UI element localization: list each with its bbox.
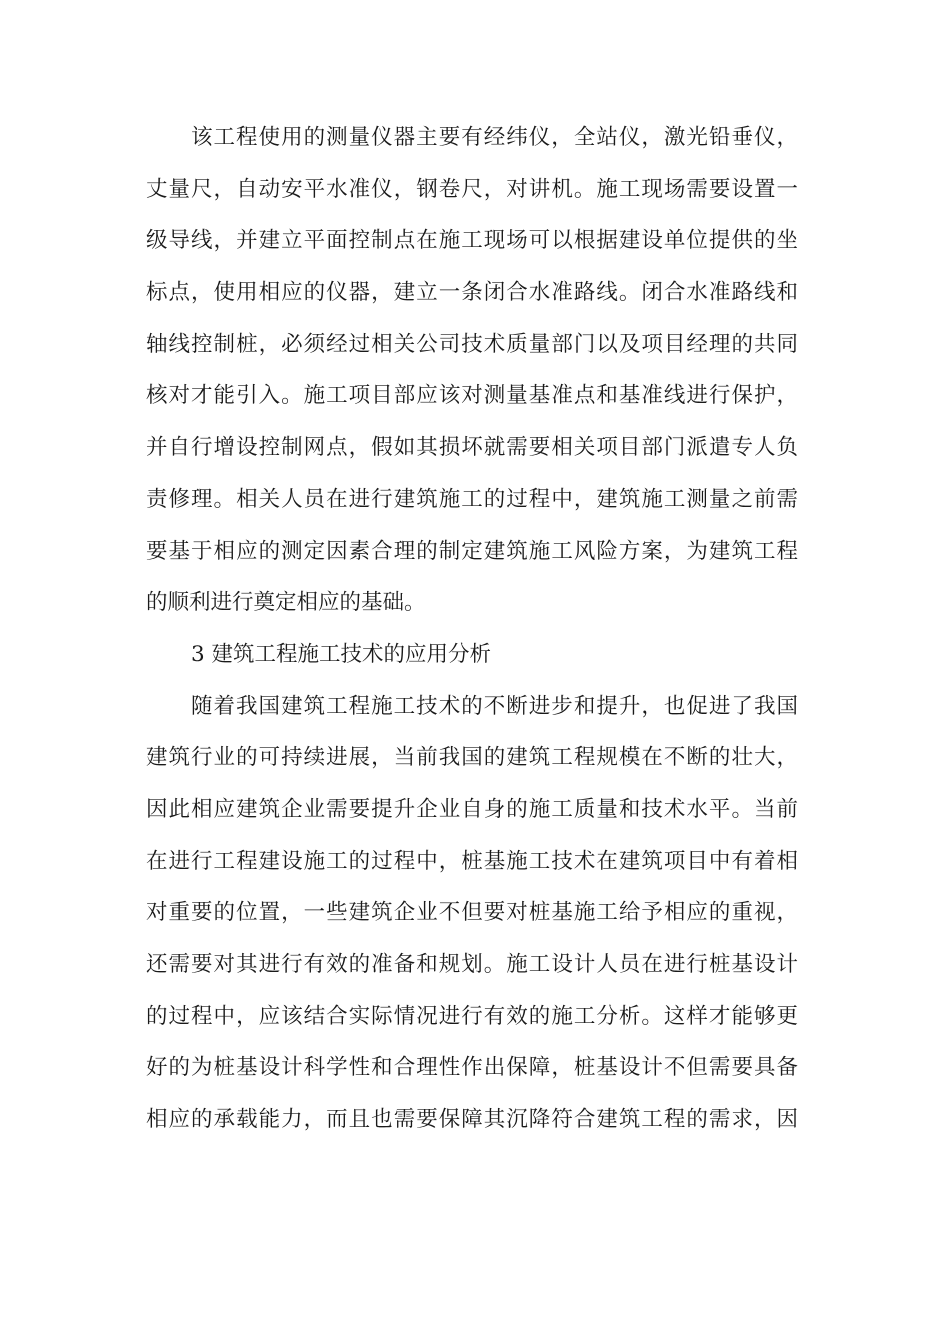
paragraph-survey-instruments [146,118,798,635]
paragraph-construction-technology [146,687,798,1152]
paragraph-line: 核对才能引入。施工项目部应该对测量基准点和基准线进行保护， [146,383,798,409]
paragraph-line: 对重要的位置，一些建筑企业不但要对桩基施工给予相应的重视， [146,900,798,926]
paragraph-line: 责修理。相关人员在进行建筑施工的过程中，建筑施工测量之前需 [146,486,798,512]
section-heading [146,635,798,687]
paragraph-line: 并自行增设控制网点，假如其损坏就需要相关项目部门派遣专人负 [146,435,798,461]
paragraph-line: 标点，使用相应的仪器，建立一条闭合水准路线。闭合水准路线和 [146,280,798,306]
section-heading-text: 3 建筑工程施工技术的应用分析 [191,641,492,667]
paragraph-line: 丈量尺，自动安平水准仪，钢卷尺，对讲机。施工现场需要设置一 [146,176,798,202]
paragraph-line: 建筑行业的可持续进展，当前我国的建筑工程规模在不断的壮大， [146,745,798,771]
paragraph-line: 在进行工程建设施工的过程中，桩基施工技术在建筑项目中有着相 [146,848,798,874]
paragraph-line: 因此相应建筑企业需要提升企业自身的施工质量和技术水平。当前 [146,796,798,822]
paragraph-line: 的顺利进行奠定相应的基础。 [146,590,426,616]
paragraph-line: 还需要对其进行有效的准备和规划。施工设计人员在进行桩基设计 [146,952,798,977]
paragraph-line: 该工程使用的测量仪器主要有经纬仪，全站仪，激光铅垂仪， [191,125,798,150]
paragraph-line: 好的为桩基设计科学性和合理性作出保障，桩基设计不但需要具备 [146,1055,798,1081]
paragraph-line: 要基于相应的测定因素合理的制定建筑施工风险方案，为建筑工程 [146,538,798,564]
paragraph-line: 相应的承载能力，而且也需要保障其沉降符合建筑工程的需求，因 [146,1107,798,1133]
paragraph-line: 的过程中，应该结合实际情况进行有效的施工分析。这样才能够更 [146,1003,798,1029]
paragraph-line: 随着我国建筑工程施工技术的不断进步和提升，也促进了我国 [191,693,798,719]
document-body [146,118,798,1152]
paragraph-line: 轴线控制桩，必须经过相关公司技术质量部门以及项目经理的共同 [146,331,798,357]
paragraph-line: 级导线，并建立平面控制点在施工现场可以根据建设单位提供的坐 [146,228,798,254]
